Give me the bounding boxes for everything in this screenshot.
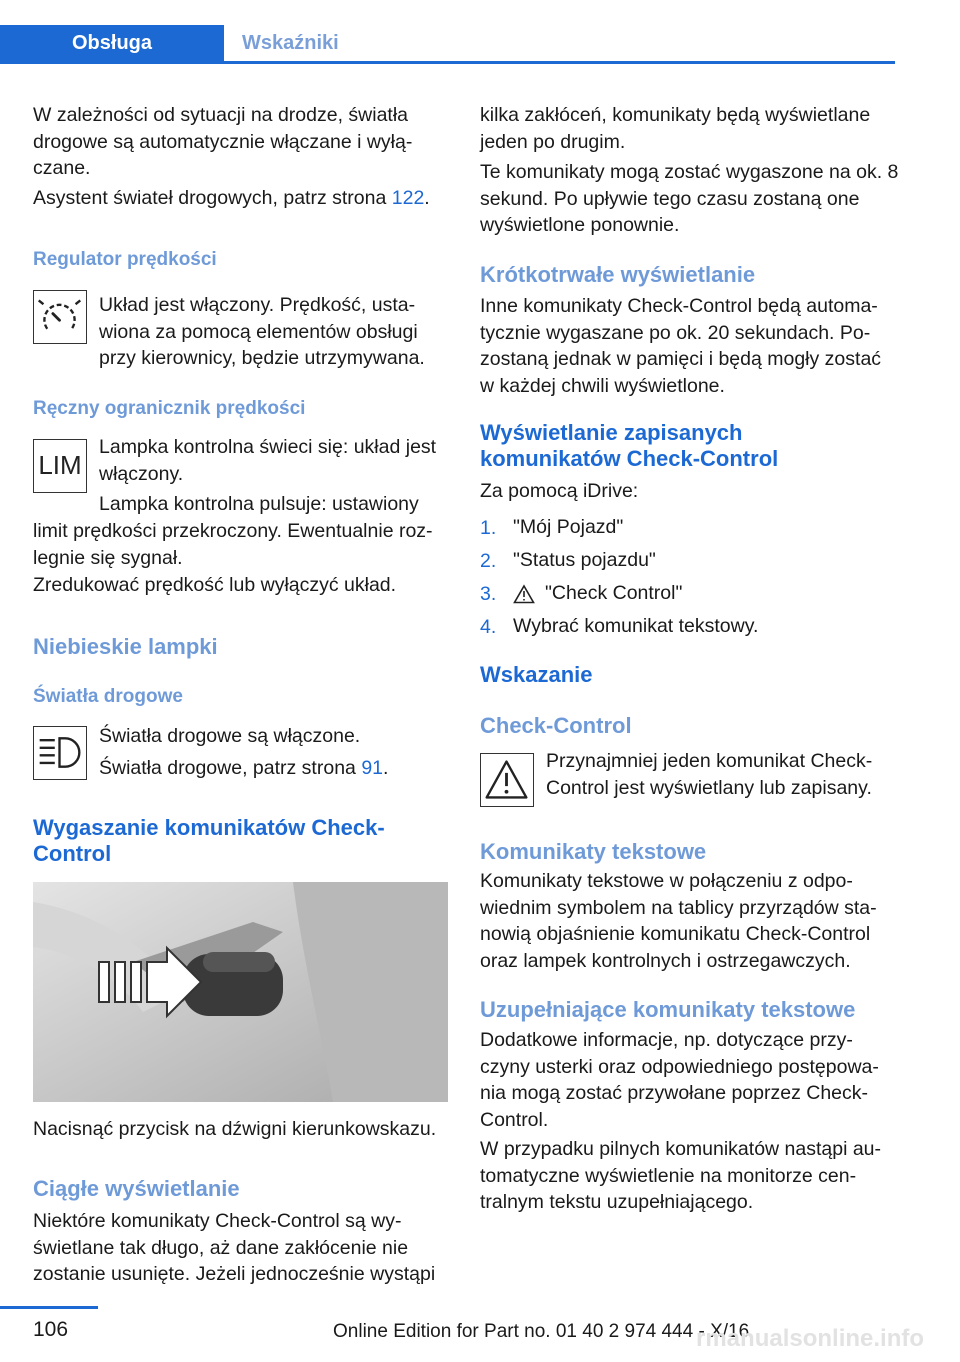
assist-reference-text: Asystent świateł drogowych, patrz strona <box>33 187 392 209</box>
text-messages-heading: Komunikaty tekstowe <box>480 839 707 864</box>
step-1-text[interactable]: "Mój Pojazd" <box>513 516 624 538</box>
checkcontrol-warning-icon <box>480 753 534 807</box>
watermark: rmanualsonline.info <box>696 1325 925 1352</box>
high-beam-on-text: Światła drogowe są włączone. <box>99 725 361 747</box>
cruise-control-heading: Regulator prędkości <box>33 249 217 270</box>
lim-icon: LIM <box>33 439 87 493</box>
page-link-122[interactable]: 122 <box>391 187 425 209</box>
supplementary-text-1: Dodatkowe informacje, np. dotyczące przy‐ czyny usterki oraz odpowiedniego postępowa‐ nia mogą zostać przywołane poprzez Check- Control. <box>480 1029 879 1131</box>
step-3-number: 3. <box>480 583 497 605</box>
photo-caption: Nacisnąć przycisk na dźwigni kierunkowskazu. <box>33 1118 437 1140</box>
assist-reference: Asystent świateł drogowych, patrz strona 122. <box>33 187 430 209</box>
text-messages-text: Komunikaty tekstowe w połączeniu z odpo‐ wiednim symbolem na tablicy przyrządów sta‐ nowią objaśnienie komunikatu Check-Control oraz lampek kontrolnych i ostrzegawczych. <box>480 870 877 972</box>
short-display-text: Inne komunikaty Check-Control będą automa‐ tycznie wygaszane po ok. 20 sekundach. Po‐ zostaną jednak w pamięci i będą mogły zostać w każdej chwili wyświetlone. <box>480 295 882 397</box>
high-beam-heading: Światła drogowe <box>33 686 183 707</box>
page-number: 106 <box>33 1318 69 1341</box>
stored-messages-heading: Wyświetlanie zapisanych komunikatów Check-Control <box>480 420 779 471</box>
high-beam-icon <box>33 726 87 780</box>
step-4-text: Wybrać komunikat tekstowy. <box>513 615 759 637</box>
tab-wskazniki[interactable]: Wskaźniki <box>242 32 339 54</box>
cruise-control-text: Układ jest włączony. Prędkość, usta‐ wiona za pomocą elementów obsługi przy kierownicy, będzie utrzymywana. <box>99 294 425 369</box>
edition-info: Online Edition for Part no. 01 40 2 974 444 - X/16 <box>333 1321 750 1342</box>
blue-lamps-heading: Niebieskie lampki <box>33 634 218 659</box>
limiter-text-pulse-b: limit prędkości przekroczony. Ewentualnie roz‐ legnie się sygnał. <box>33 520 433 569</box>
intro-paragraph: W zależności od sytuacji na drodze, światła drogowe są automatycznie włączane i wyłą‐ czane. <box>33 104 413 179</box>
supplementary-heading: Uzupełniające komunikaty tekstowe <box>480 997 856 1022</box>
step-1-number: 1. <box>480 517 497 539</box>
cruise-control-icon <box>33 290 87 344</box>
checkcontrol-heading: Check-Control <box>480 713 632 738</box>
step-3-text[interactable]: "Check Control" <box>545 582 683 604</box>
short-display-heading: Krótkotrwałe wyświetlanie <box>480 262 756 287</box>
high-beam-reference-text: Światła drogowe, patrz strona <box>99 757 362 779</box>
step-2-text[interactable]: "Status pojazdu" <box>513 549 656 571</box>
right-continued-text: kilka zakłóceń, komunikaty będą wyświetlane jeden po drugim. <box>480 104 871 153</box>
speed-limiter-heading: Ręczny ogranicznik prędkości <box>33 398 306 419</box>
step-4-number: 4. <box>480 616 497 638</box>
indication-heading: Wskazanie <box>480 662 593 687</box>
hide-duration-text: Te komunikaty mogą zostać wygaszone na ok. 8 sekund. Po upływie tego czasu zostaną one wyświetlone ponownie. <box>480 161 899 236</box>
hide-checkcontrol-heading: Wygaszanie komunikatów Check-Control <box>33 815 385 866</box>
checkcontrol-text: Przynajmniej jeden komunikat Check- Control jest wyświetlany lub zapisany. <box>546 750 873 799</box>
stored-intro: Za pomocą iDrive: <box>480 480 639 502</box>
turn-signal-lever-photo <box>33 882 448 1102</box>
limiter-text-reduce: Zredukować prędkość lub wyłączyć układ. <box>33 574 397 596</box>
page-link-91[interactable]: 91 <box>361 757 384 779</box>
warning-triangle-icon <box>513 584 535 604</box>
supplementary-text-2: W przypadku pilnych komunikatów nastąpi au‐ tomatyczne wyświetlenie na monitorze cen‐ tralnym tekstu uzupełniającego. <box>480 1138 882 1213</box>
continuous-display-heading: Ciągłe wyświetlanie <box>33 1176 240 1201</box>
header-tab-bar <box>0 25 895 64</box>
tab-obsluga[interactable]: Obsługa <box>0 25 224 61</box>
footer-accent-line <box>0 1306 98 1309</box>
continuous-display-text: Niektóre komunikaty Check-Control są wy‐ świetlane tak długo, aż dane zakłócenie nie zostanie usunięte. Jeżeli jednocześnie wystąpi <box>33 1210 436 1285</box>
step-2-number: 2. <box>480 550 497 572</box>
limiter-text-on: Lampka kontrolna świeci się: układ jest włączony. <box>99 436 437 485</box>
limiter-text-pulse-a: Lampka kontrolna pulsuje: ustawiony <box>99 493 419 515</box>
high-beam-reference: Światła drogowe, patrz strona 91. <box>99 757 389 779</box>
